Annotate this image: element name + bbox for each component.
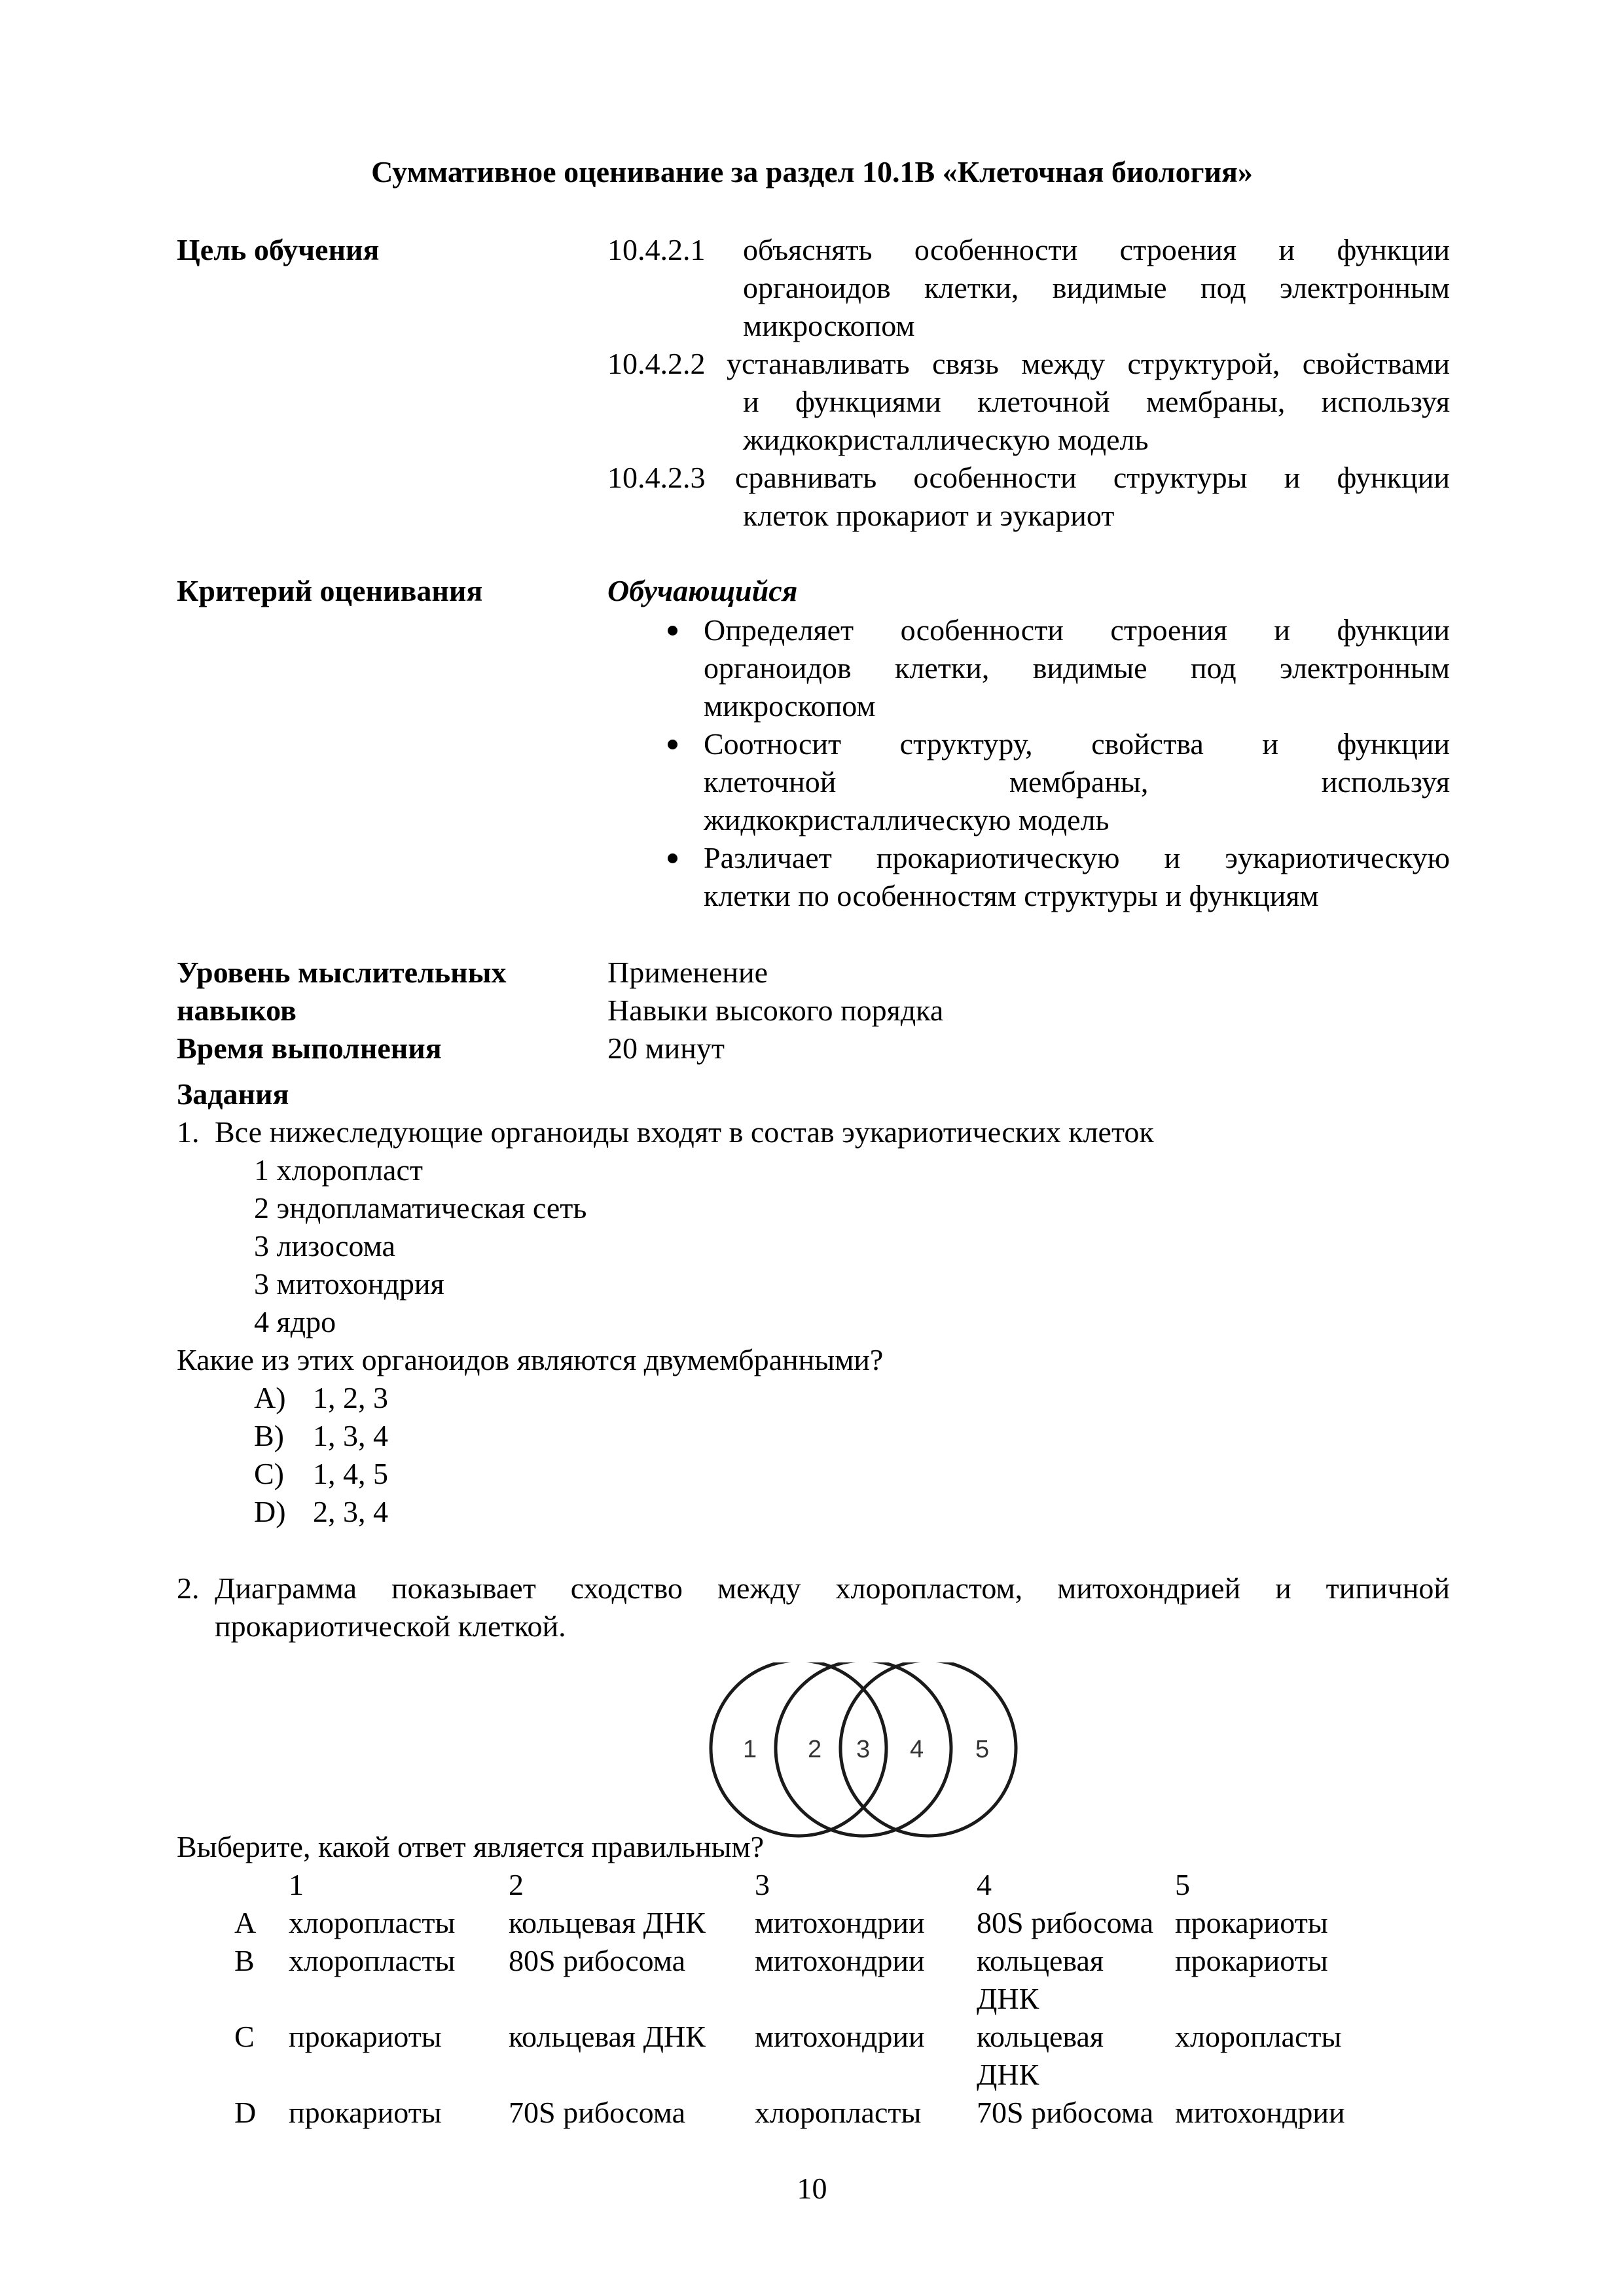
q1-text: Все нижеследующие органоиды входят в состав эукариотических клеток [215,1115,1154,1149]
table-header-5: 5 [1175,1868,1190,1901]
page-number: 10 [797,2172,827,2205]
skills-label-line-2: навыков [177,994,297,1027]
goal-text-3-line-2: клеток прокариот и эукариот [743,499,1115,532]
q1-organelle-5: 4 ядро [254,1305,336,1338]
criteria-bullet-1-line-3: микроскопом [704,689,876,723]
document-title: Суммативное оценивание за раздел 10.1В «Клеточная биология» [371,155,1253,188]
goal-code-3: 10.4.2.3 [607,461,706,494]
venn-label-4: 4 [910,1736,924,1763]
row-d-cell-1: прокариоты [289,2096,442,2129]
criteria-label: Критерий оценивания [177,574,483,607]
q2-text-line-1: Диаграмма показывает сходство между хлоропластом, митохондрией и типичной [215,1571,1450,1605]
row-b-cell-3: митохондрии [755,1944,925,1977]
time-value: 20 минут [607,1031,725,1065]
criteria-bullet-1-line-2: органоидов клетки, видимые под электронным [704,651,1450,685]
skills-value-line-2: Навыки высокого порядка [607,994,944,1027]
goal-text-2-line-2: и функциями клеточной мембраны, используя [743,385,1450,418]
goal-code-1: 10.4.2.1 [607,233,706,266]
row-d-letter: D [234,2096,257,2129]
row-a-letter: A [234,1906,257,1939]
row-c-cell-1: прокариоты [289,2020,442,2053]
q1-organelle-4: 3 митохондрия [254,1267,444,1300]
criteria-subject: Обучающийся [607,574,798,607]
q1-organelle-3: 3 лизосома [254,1229,395,1263]
goal-text-1-line-1: объяснять особенности строения и функции [743,233,1450,266]
row-c-letter: C [234,2020,255,2053]
row-b-cell-4: кольцевая ДНК [977,1944,1104,2015]
row-d-cell-3: хлоропласты [755,2096,922,2129]
q1-number: 1. [177,1115,200,1149]
criteria-bullet-2-line-2: клеточной мембраны, используя [704,765,1450,798]
q1-option-d-letter: D) [254,1495,286,1528]
row-a-cell-3: митохондрии [755,1906,925,1939]
bullet-1-icon [668,626,677,636]
time-label: Время выполнения [177,1031,442,1065]
table-header-1: 1 [289,1868,304,1901]
q1-organelle-2: 2 эндопламатическая сеть [254,1191,587,1225]
table-header-3: 3 [755,1868,770,1901]
goal-text-1-line-2: органоидов клетки, видимые под электронным [743,271,1450,304]
q1-option-c-value: 1, 4, 5 [313,1457,388,1490]
tasks-heading: Задания [177,1077,289,1111]
criteria-bullet-3-line-2: клетки по особенностям структуры и функциям [704,879,1319,912]
row-d-cell-5: митохондрии [1175,2096,1345,2129]
criteria-bullet-3-line-1: Различает прокариотическую и эукариотическую [704,841,1450,874]
goal-text-2-line-3: жидкокристаллическую модель [743,423,1149,456]
goal-code-2: 10.4.2.2 [607,347,706,380]
row-d-cell-4: 70S рибосома [977,2096,1154,2129]
row-b-letter: B [234,1944,255,1977]
row-c-cell-4: кольцевая ДНК [977,2020,1104,2091]
row-b-cell-1: хлоропласты [289,1944,456,1977]
q2-question: Выберите, какой ответ является правильным? [177,1830,764,1863]
row-c-cell-2: кольцевая ДНК [509,2020,706,2053]
row-c-cell-3: митохондрии [755,2020,925,2053]
venn-label-5: 5 [975,1736,990,1763]
row-a-cell-5: прокариоты [1175,1906,1328,1939]
goal-text-3-line-1: сравнивать особенности структуры и функции [735,461,1450,494]
venn-label-3: 3 [856,1736,871,1763]
skills-value-line-1: Применение [607,956,768,989]
row-a-cell-4: 80S рибосома [977,1906,1154,1939]
goal-text-2-line-1: устанавливать связь между структурой, свойствами [727,347,1450,380]
q2-text-line-2: прокариотической клеткой. [215,1609,566,1643]
goal-label: Цель обучения [177,233,380,266]
row-d-cell-2: 70S рибосома [509,2096,686,2129]
criteria-bullet-2-line-1: Соотносит структуру, свойства и функции [704,727,1450,761]
q2-number: 2. [177,1571,200,1605]
q1-option-a-value: 1, 2, 3 [313,1381,388,1414]
criteria-bullet-2-line-3: жидкокристаллическую модель [704,803,1110,836]
row-b-cell-5: прокариоты [1175,1944,1328,1977]
q1-question: Какие из этих органоидов являются двумембранными? [177,1343,884,1376]
q1-option-b-letter: B) [254,1419,284,1452]
q1-option-b-value: 1, 3, 4 [313,1419,388,1452]
criteria-bullet-1-line-1: Определяет особенности строения и функции [704,613,1450,647]
row-a-cell-1: хлоропласты [289,1906,456,1939]
q1-organelle-1: 1 хлоропласт [254,1153,423,1187]
row-b-cell-2: 80S рибосома [509,1944,686,1977]
venn-diagram [674,1662,1054,1839]
bullet-3-icon [668,853,677,863]
q1-option-d-value: 2, 3, 4 [313,1495,388,1528]
venn-label-1: 1 [743,1736,757,1763]
skills-label-line-1: Уровень мыслительных [177,956,507,989]
row-c-cell-5: хлоропласты [1175,2020,1342,2053]
q1-option-c-letter: C) [254,1457,284,1490]
bullet-2-icon [668,740,677,749]
q1-option-a-letter: A) [254,1381,286,1414]
goal-text-1-line-3: микроскопом [743,309,915,342]
row-a-cell-2: кольцевая ДНК [509,1906,706,1939]
table-header-2: 2 [509,1868,524,1901]
table-header-4: 4 [977,1868,992,1901]
venn-label-2: 2 [808,1736,822,1763]
